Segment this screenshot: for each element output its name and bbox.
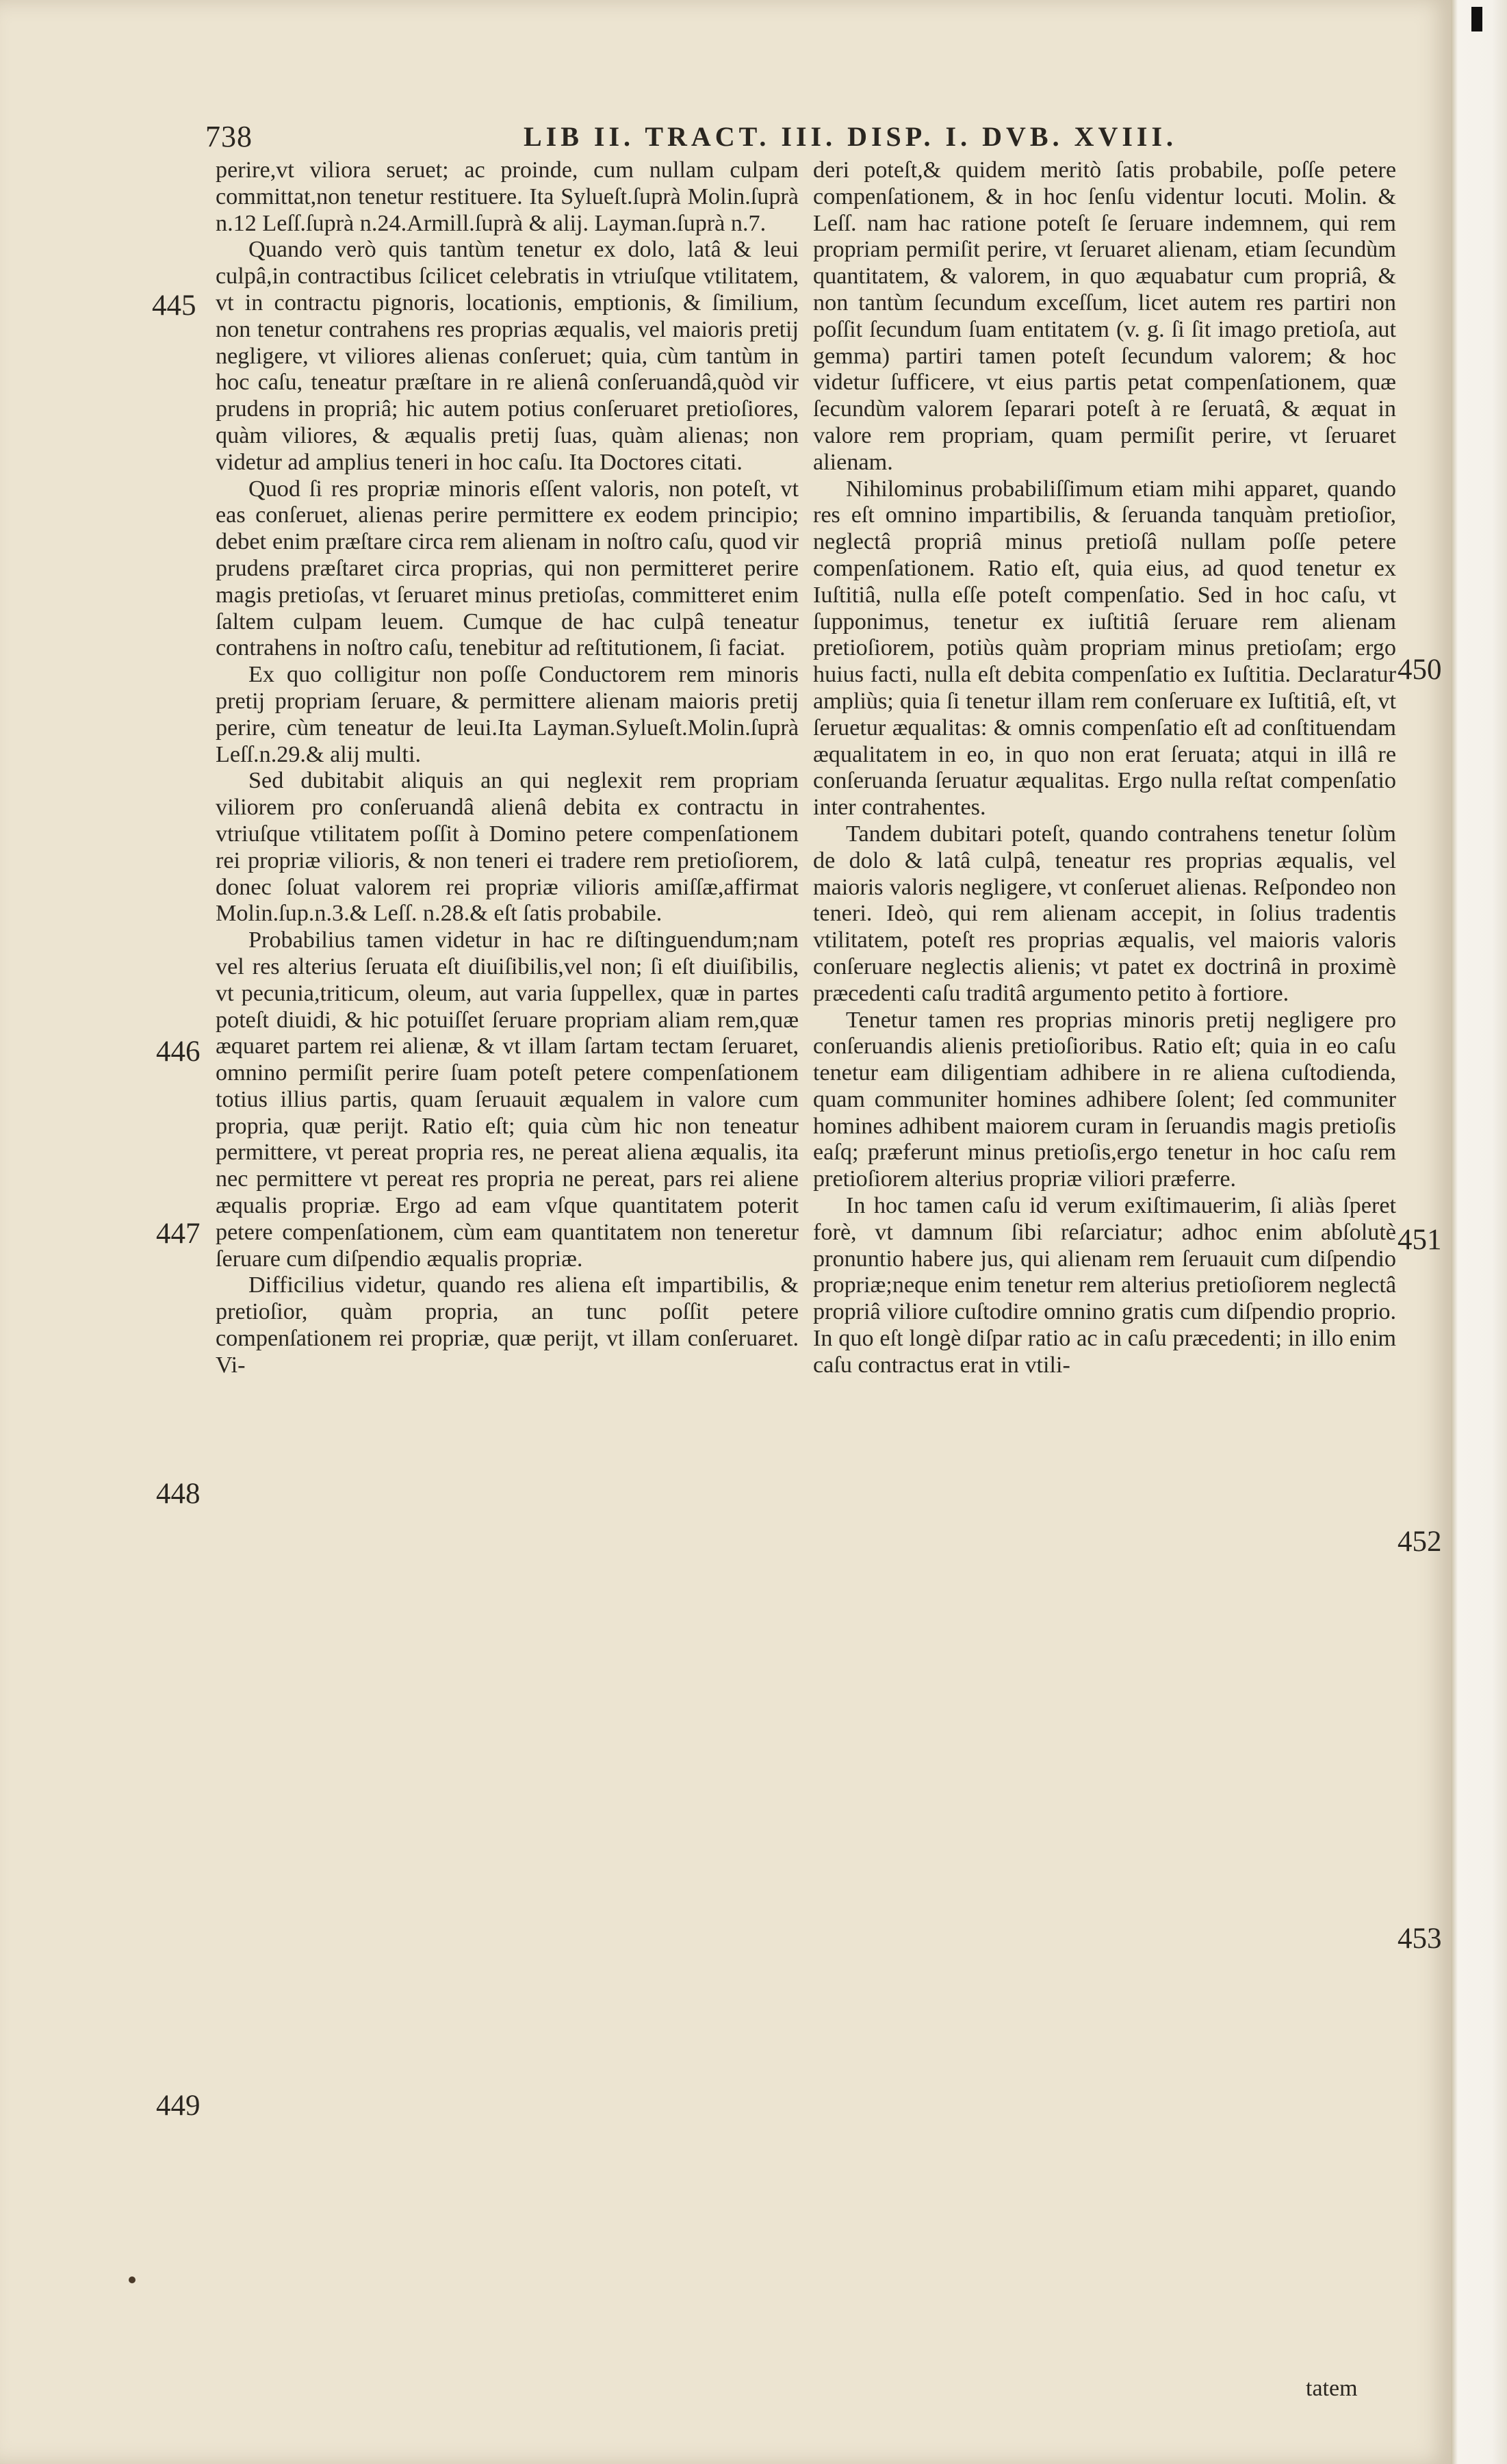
margin-number: 447: [156, 1218, 201, 1250]
paragraph: Difficilius videtur, quando res aliena eſt impartibilis, & pretioſior, quàm propria, an tunc poſſit petere compenſationem rei propriæ, quæ perijt, vt illam conſeruaret. Vi-: [216, 1272, 799, 1378]
margin-number: 451: [1397, 1224, 1442, 1256]
margin-number: 453: [1397, 1923, 1442, 1955]
right-text-column: [813, 157, 1396, 2382]
paragraph: Probabilius tamen videtur in hac re diſtinguendum;nam vel res alterius ſeruata eſt diuiſibilis,vel non; ſi eſt diuiſibilis, vt pecunia,triticum, oleum, aut varia ſuppellex, quæ in partes poteſt diuidi, & hic potuiſſet ſeruare propriam aliam rem,quæ æquaret partem rei alienæ, & vt illam ſartam tectam ſeruaret, omnino permiſit perire ſuam poteſt petere compenſationem totius illius partis, quam ſeruauit æqualem in valore cum propria, quæ perijt. Ratio eſt; quia cùm hic non teneatur permittere, vt pereat propria res, ne pereat aliena æqualis, ita nec permittere vt pereat res propria ne pereat, pars rei aliene æqualis propriæ. Ergo ad eam vſque quantitatem poterit petere compenſationem, cùm eam quantitatem non teneretur ſeruare cum diſpendio æqualis propriæ.: [216, 927, 799, 1272]
margin-number: 448: [156, 1478, 201, 1510]
margin-number: 445: [152, 290, 196, 322]
paragraph: Sed dubitabit aliquis an qui neglexit rem propriam viliorem pro conſeruandâ alienâ debita ex contractu in vtriuſque vtilitatem poſſit à Domino petere compenſationem rei propriæ vilioris, & non teneri ei tradere rem pretioſiorem, donec ſoluat valorem rei propriæ vilioris amiſſæ,affirmat Molin.ſup.n.3.& Leſſ. n.28.& eſt ſatis probabile.: [216, 768, 799, 927]
margin-number: 449: [156, 2090, 201, 2122]
paragraph: Nihilominus probabiliſſimum etiam mihi apparet, quando res eſt omnino impartibilis, & ſeruanda tanquàm pretioſior, neglectâ propriâ minus pretioſâ nullam poſſe petere compenſationem. Ratio eſt, quia eius, ad quod tenetur ex Iuſtitiâ, nulla eſſe poteſt compenſatio. Sed in hoc caſu, vt ſupponimus, tenetur ex iuſtitiâ ſeruare rem alienam pretioſiorem, potiùs quàm propriam minus pretioſam; ergo huius facti, nulla eſt debita compenſatio ex Iuſtitia. Declaratur ampliùs; quia ſi tenetur illam rem conſeruare ex Iuſtitiâ, eſt, vt ſeruetur æqualitas: & omnis compenſatio eſt ad conſtituendam æqualitatem in eo, in quo non erat ſeruata; atqui in illâ re conſeruanda ſeruatur æqualitas. Ergo nulla reſtat compenſatio inter contrahentes.: [813, 476, 1396, 821]
margin-number: 452: [1397, 1526, 1442, 1558]
ink-spot: [129, 2276, 136, 2283]
paragraph: In hoc tamen caſu id verum exiſtimauerim, ſi aliàs ſperet forè, vt damnum ſibi reſarciatur; adhoc enim abſolutè pronuntio habere jus, qui alienam rem ſeruauit cum diſpendio propriæ;neque enim tenetur rem alterius pretioſiorem neglectâ propriâ viliore cuſtodire omnino gratis cum diſpendio proprio. In quo eſt longè diſpar ratio ac in caſu præcedenti; in illo enim caſu contractus erat in vtili-: [813, 1193, 1396, 1378]
paragraph: Tenetur tamen res proprias minoris pretij negligere pro conſeruandis alienis pretioſioribus. Ratio eſt; quia in eo caſu tenetur eam diligentiam adhibere in re aliena cuſtodienda, quam communiter homines adhibere ſolent; ſed communiter homines adhibent maiorem curam in ſeruandis magis pretioſis eaſq; præferunt minus pretioſis,ergo tenetur in hoc caſu rem pretioſiorem alterius propriæ viliori præferre.: [813, 1007, 1396, 1192]
running-head-title: LIB II. TRACT. III. DISP. I. DVB. XVIII.: [524, 121, 1178, 152]
paragraph: perire,vt viliora seruet; ac proinde, cum nullam culpam committat,non tenetur restituere. Ita Sylueſt.ſuprà Molin.ſuprà n.12 Leſſ.ſuprà n.24.Armill.ſuprà & alij. Layman.ſuprà n.7.: [216, 157, 799, 236]
paragraph: Ex quo colligitur non poſſe Conductorem rem minoris pretij propriam ſeruare, & permittere alienam maioris pretij perire, cùm teneatur de leui.Ita Layman.Sylueſt.Molin.ſuprà Leſſ.n.29.& alij multi.: [216, 662, 799, 767]
catchword: tatem: [1306, 2376, 1358, 2401]
margin-number: 450: [1397, 654, 1442, 686]
paragraph: Tandem dubitari poteſt, quando contrahens tenetur ſolùm de dolo & latâ culpâ, teneatur res proprias æqualis, vel maioris valoris negligere, vt conſeruet alienas. Reſpondeo non teneri. Ideò, qui rem alienam accepit, in ſolius tradentis vtilitatem, poteſt res proprias æqualis, vel maioris valoris conſeruare neglectis alienis; vt patet ex doctrinâ in proximè præcedenti caſu traditâ argumento petito à fortiore.: [813, 821, 1396, 1006]
paragraph: Quando verò quis tantùm tenetur ex dolo, latâ & leui culpâ,in contractibus ſcilicet celebratis in vtriuſque vtilitatem, vt in contractu pignoris, locationis, emptionis, & ſimilium, non tenetur contrahens res proprias æqualis, vel maioris pretij negligere, vt viliores alienas conſeruet; quia, cùm tantùm in hoc caſu, teneatur præſtare in re alienâ conſeruandâ,quòd vir prudens in propriâ; hic autem potius conſeruaret pretioſiores, quàm viliores, & æqualis pretij ſuas, quàm alienas; non videtur ad amplius teneri in hoc caſu. Ita Doctores citati.: [216, 237, 799, 475]
paragraph: deri poteſt,& quidem meritò ſatis probabile, poſſe petere compenſationem, & in hoc ſenſu videntur locuti. Molin. & Leſſ. nam hac ratione poteſt ſe ſeruare indemnem, qui rem propriam permiſit perire, vt ſeruaret alienam, etiam ſecundùm quantitatem, & valorem, in quo æquabatur cum propriâ, & non tantùm ſecundum exceſſum, licet autem res partiri non poſſit ſecundum ſuam entitatem (v. g. ſi ſit imago pretioſa, aut gemma) partiri tamen poteſt ſecundum valorem; & hoc videtur ſufficere, vt eius partis petat compenſationem, quæ ſecundùm valorem ſeparari poteſt à re ſeruatâ, & æquat in valore rem propriam, quam permiſit perire, vt ſeruaret alienam.: [813, 157, 1396, 475]
page-number: 738: [205, 120, 253, 153]
edge-mark: [1471, 7, 1482, 31]
left-text-column: [216, 157, 799, 2382]
next-page-edge: [1451, 0, 1507, 2464]
paragraph: Quod ſi res propriæ minoris eſſent valoris, non poteſt, vt eas conſeruet, alienas perire permittere ex eodem principio; debet enim præſtare circa rem alienam in noſtro caſu, quod vir prudens præſtaret circa proprias, qui non permitteret perire magis pretioſas, vt ſeruaret minus pretioſas, committeret enim ſaltem culpam leuem. Cumque de hac culpâ teneatur contrahens in noſtro caſu, tenebitur ad reſtitutionem, ſi faciat.: [216, 476, 799, 661]
margin-number: 446: [156, 1036, 201, 1068]
running-head: [205, 118, 1300, 156]
